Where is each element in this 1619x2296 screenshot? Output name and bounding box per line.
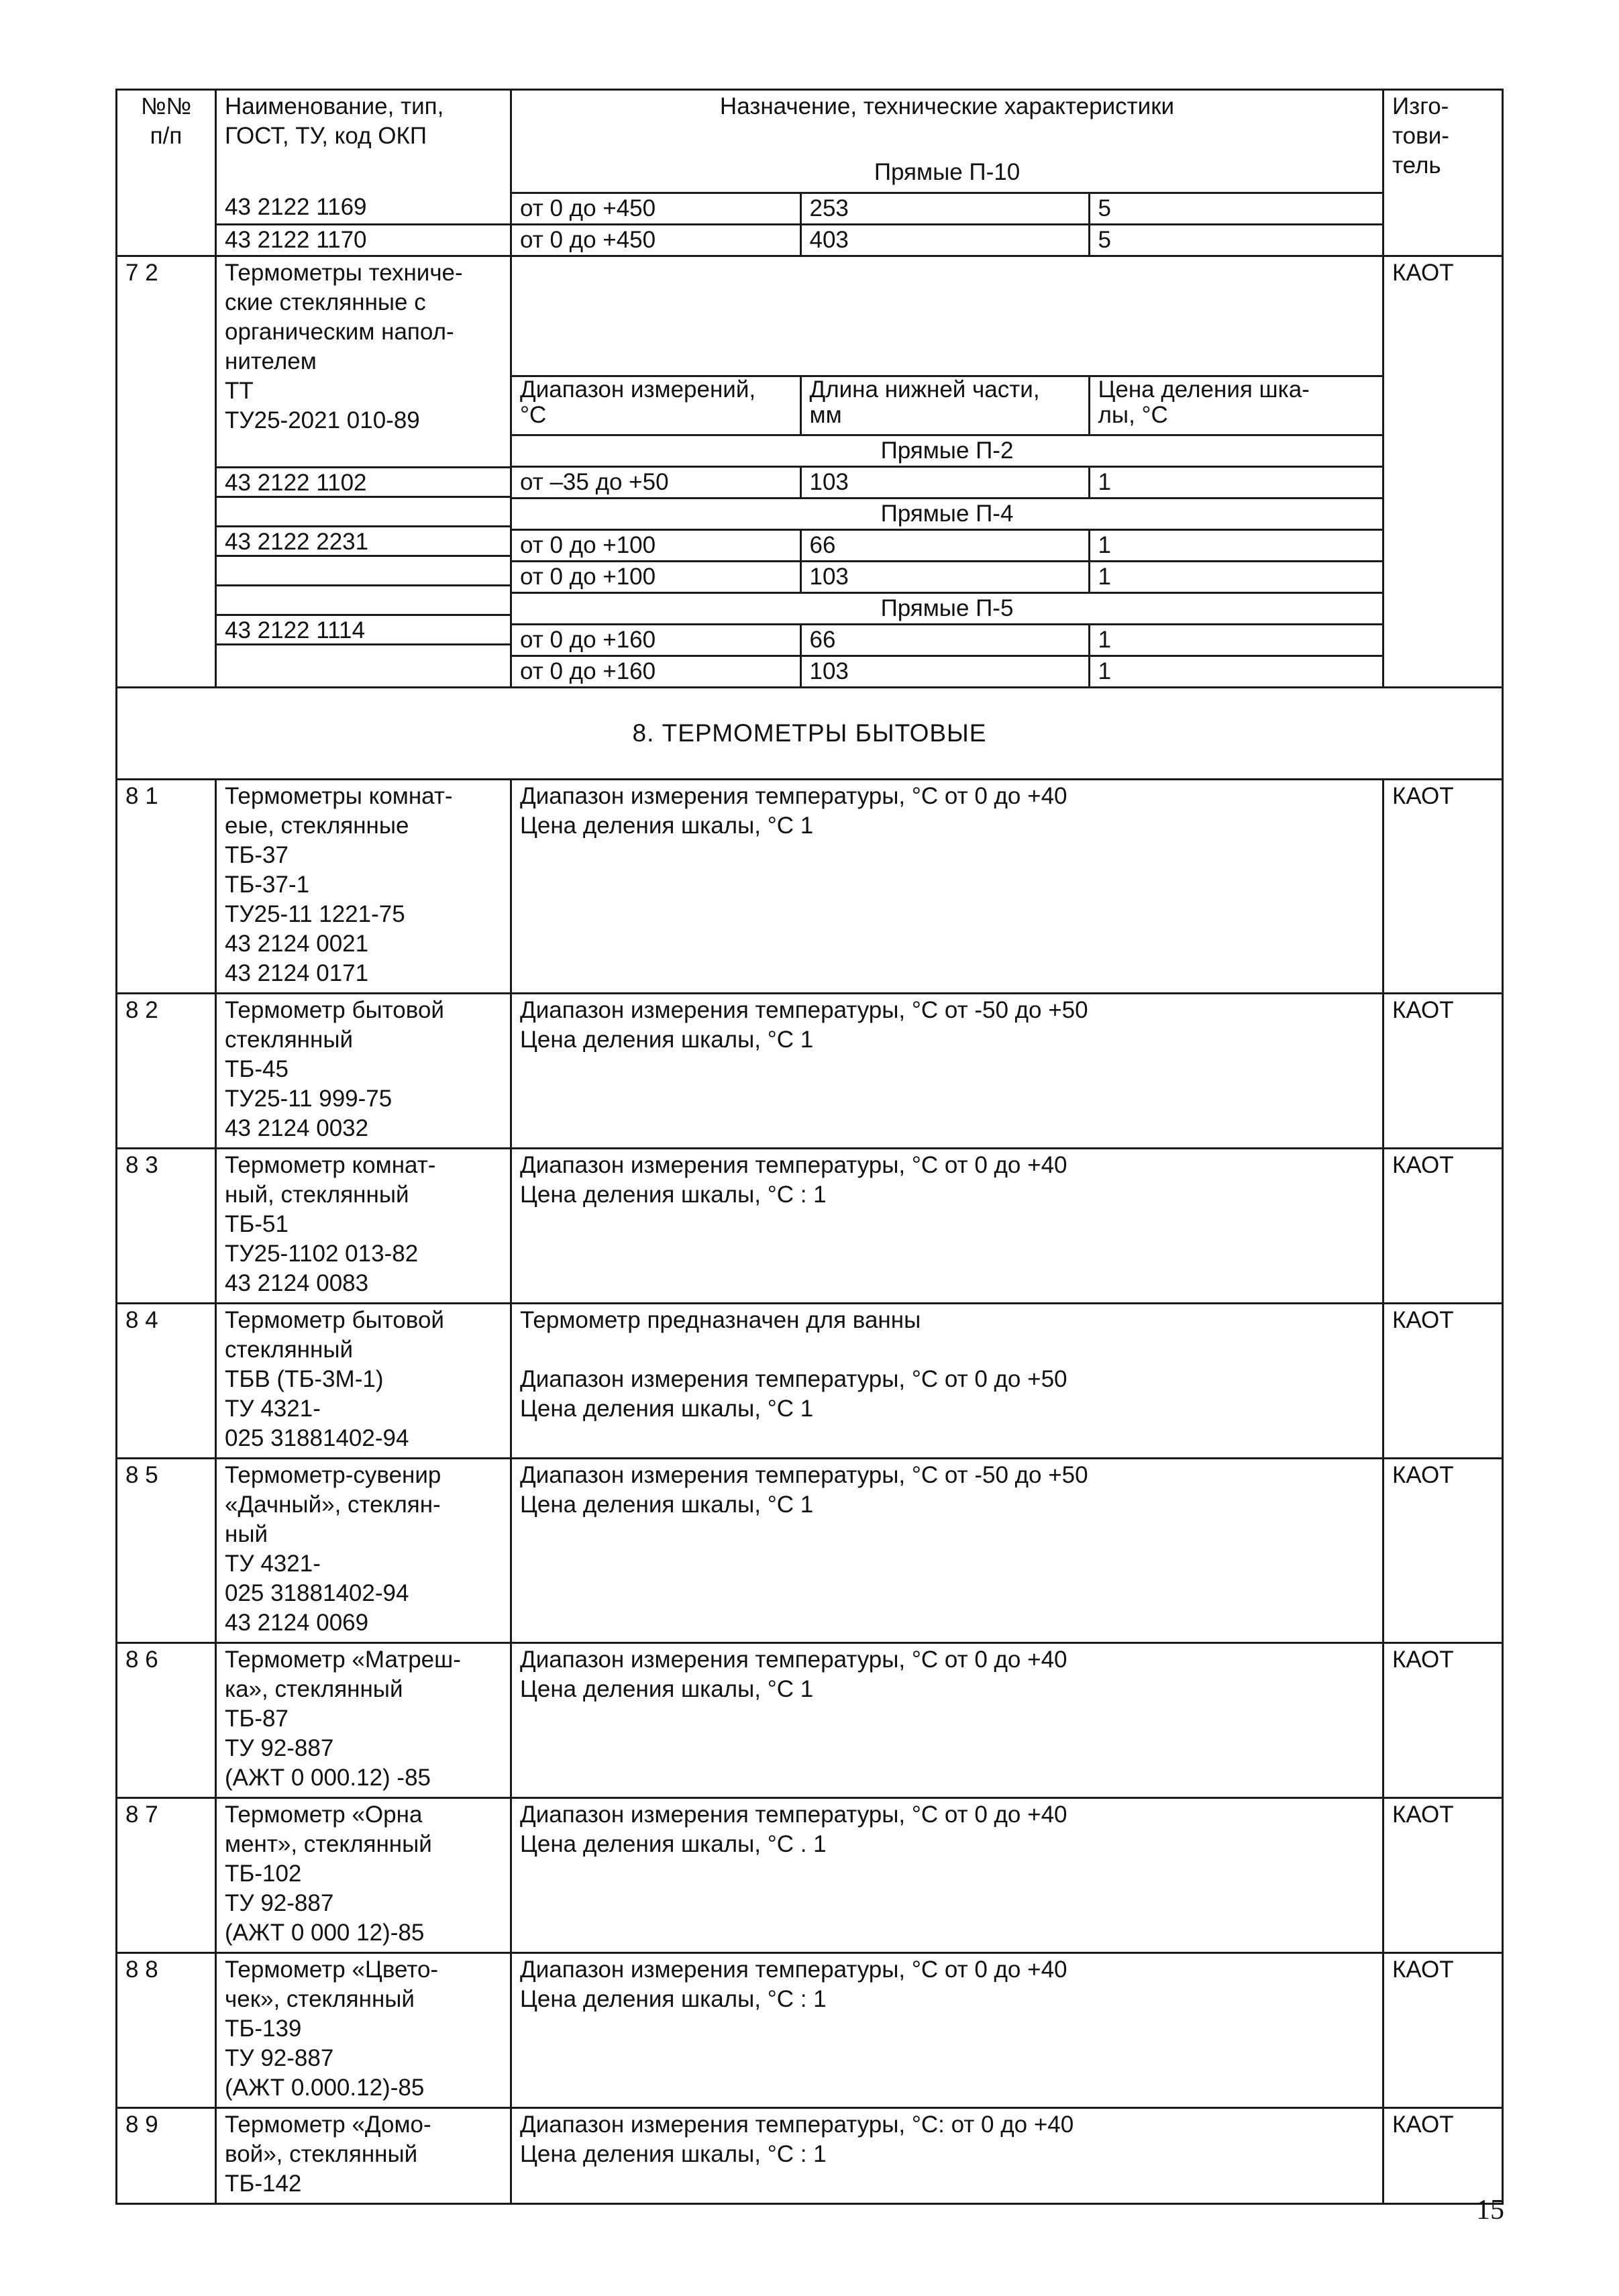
header-num: №№ п/п — [117, 90, 216, 256]
item-maker: КАОТ — [1383, 780, 1503, 994]
range-cell: от 0 до +160 — [512, 656, 800, 686]
item-num: 8 8 — [117, 1952, 216, 2107]
top-code-1: 43 2122 1169 — [216, 193, 511, 224]
item-num: 8 3 — [117, 1148, 216, 1303]
item-7-2 — [117, 256, 1503, 687]
item-name: Термометры техниче- ские стеклянные с органическим напол- нителем ТТ ТУ25-2021 010-89 — [225, 259, 463, 433]
item-maker: КАОТ — [1383, 1458, 1503, 1642]
item-maker: КАОТ — [1383, 2107, 1503, 2203]
length-cell: 66 — [800, 624, 1089, 656]
item-row — [117, 1303, 1503, 1458]
item-name: Термометр «Цвето- чек», стеклянный ТБ-139 ТУ 92-887 (АЖТ 0.000.12)-85 — [216, 1952, 511, 2107]
item-row — [117, 993, 1503, 1148]
range-cell: от 0 до +160 — [512, 624, 800, 656]
item-num: 8 1 — [117, 780, 216, 994]
top-code-2: 43 2122 1170 — [216, 224, 511, 256]
spec-table — [115, 89, 1504, 780]
item-num: 8 2 — [117, 993, 216, 1148]
item-maker: КАОТ — [1383, 993, 1503, 1148]
length-cell: 403 — [800, 225, 1089, 255]
col-length-header: Длина нижней части, мм — [800, 376, 1089, 435]
length-cell: 103 — [800, 466, 1089, 498]
item-description: Диапазон измерения температуры, °С от -50 до +50 Цена деления шкалы, °С 1 — [511, 993, 1383, 1148]
top-values-2 — [511, 224, 1383, 256]
scale-cell: 1 — [1089, 466, 1382, 498]
item-name: Термометр бытовой стеклянный ТБ-45 ТУ25-11 999-75 43 2124 0032 — [216, 993, 511, 1148]
item-num: 8 6 — [117, 1642, 216, 1797]
spec-table-page — [115, 89, 1502, 2205]
header-purpose: Назначение, технические характеристики — [719, 93, 1175, 119]
item-num: 8 4 — [117, 1303, 216, 1458]
scale-cell: 5 — [1089, 225, 1382, 255]
item-row — [117, 780, 1503, 994]
item-num: 7 2 — [117, 256, 216, 687]
item-row — [117, 1797, 1503, 1952]
range-cell: от 0 до +450 — [512, 194, 800, 223]
item-maker: КАОТ — [1383, 1642, 1503, 1797]
item-row — [117, 1458, 1503, 1642]
scale-cell: 1 — [1089, 656, 1382, 686]
code-row: 43 2122 1114 — [217, 614, 510, 643]
header-row — [117, 90, 1503, 193]
item-description: Диапазон измерения температуры, °С от 0 до +40 Цена деления шкалы, °С 1 — [511, 780, 1383, 994]
scale-cell: 1 — [1089, 561, 1382, 592]
item-description: Диапазон измерения температуры, °С от 0 до +40 Цена деления шкалы, °С : 1 — [511, 1148, 1383, 1303]
household-items-table — [115, 780, 1504, 2205]
item-name: Термометр комнат- ный, стеклянный ТБ-51 ТУ25-1102 013-82 43 2124 0083 — [216, 1148, 511, 1303]
item-row — [117, 1642, 1503, 1797]
item-description: Диапазон измерения температуры, °С от -50 до +50 Цена деления шкалы, °С 1 — [511, 1458, 1383, 1642]
group-title: Прямые П-5 — [512, 592, 1382, 624]
item-name: Термометр «Орна мент», стеклянный ТБ-102 ТУ 92-887 (АЖТ 0 000 12)-85 — [216, 1797, 511, 1952]
code-row: 43 2122 2231 — [217, 525, 510, 555]
section-row — [117, 687, 1503, 779]
item-num: 8 9 — [117, 2107, 216, 2203]
length-cell: 103 — [800, 656, 1089, 686]
item-7-2-names — [216, 256, 511, 687]
col-range-header: Диапазон измерений, °С — [512, 376, 800, 435]
code-row: 43 2122 1102 — [217, 466, 510, 496]
blank-row — [217, 555, 510, 584]
item-name: Термометр «Матреш- ка», стеклянный ТБ-87 ТУ 92-887 (АЖТ 0 000.12) -85 — [216, 1642, 511, 1797]
blank-row — [217, 496, 510, 525]
item-maker: КАОТ — [1383, 256, 1503, 687]
range-cell: от 0 до +100 — [512, 529, 800, 561]
item-maker: КАОТ — [1383, 1148, 1503, 1303]
item-description: Термометр предназначен для ванны Диапазон измерения температуры, °С от 0 до +50 Цена деления шкалы, °С 1 — [511, 1303, 1383, 1458]
group-title: Прямые П-2 — [512, 435, 1382, 466]
length-cell: 66 — [800, 529, 1089, 561]
header-maker: Изго- тови- тель — [1383, 90, 1503, 256]
item-maker: КАОТ — [1383, 1797, 1503, 1952]
item-row — [117, 2107, 1503, 2203]
top-row-2 — [117, 224, 1503, 256]
length-cell: 253 — [800, 194, 1089, 223]
item-row — [117, 1148, 1503, 1303]
subheading-p10: Прямые П-10 — [874, 159, 1021, 185]
range-cell: от 0 до +100 — [512, 561, 800, 592]
item-name: Термометры комнат- еые, стеклянные ТБ-37 ТБ-37-1 ТУ25-11 1221-75 43 2124 0021 43 2124 0171 — [216, 780, 511, 994]
scale-cell: 1 — [1089, 529, 1382, 561]
scale-cell: 5 — [1089, 194, 1382, 223]
top-row-1 — [117, 193, 1503, 224]
header-name: Наименование, тип, ГОСТ, ТУ, код ОКП — [216, 90, 511, 193]
item-description: Диапазон измерения температуры, °С: от 0 до +40 Цена деления шкалы, °С : 1 — [511, 2107, 1383, 2203]
item-row — [117, 1952, 1503, 2107]
item-name: Термометр бытовой стеклянный ТБВ (ТБ-3М-1) ТУ 4321- 025 31881402-94 — [216, 1303, 511, 1458]
item-description: Диапазон измерения температуры, °С от 0 до +40 Цена деления шкалы, °С . 1 — [511, 1797, 1383, 1952]
length-cell: 103 — [800, 561, 1089, 592]
item-num: 8 7 — [117, 1797, 216, 1952]
item-7-2-specs — [511, 256, 1383, 687]
range-cell: от 0 до +450 — [512, 225, 800, 255]
item-maker: КАОТ — [1383, 1303, 1503, 1458]
blank-row — [217, 643, 510, 674]
item-description: Диапазон измерения температуры, °С от 0 до +40 Цена деления шкалы, °С : 1 — [511, 1952, 1383, 2107]
item-num: 8 5 — [117, 1458, 216, 1642]
blank-row — [217, 584, 510, 614]
item-description: Диапазон измерения температуры, °С от 0 до +40 Цена деления шкалы, °С 1 — [511, 1642, 1383, 1797]
range-cell: от –35 до +50 — [512, 466, 800, 498]
top-values-1 — [511, 193, 1383, 224]
group-title: Прямые П-4 — [512, 498, 1382, 529]
page-number: 15 — [1476, 2195, 1504, 2226]
header-purpose-cell — [511, 90, 1383, 193]
scale-cell: 1 — [1089, 624, 1382, 656]
section-title: 8. ТЕРМОМЕТРЫ БЫТОВЫЕ — [117, 687, 1503, 779]
item-maker: КАОТ — [1383, 1952, 1503, 2107]
item-name: Термометр-сувенир «Дачный», стеклян- ный ТУ 4321- 025 31881402-94 43 2124 0069 — [216, 1458, 511, 1642]
item-name: Термометр «Домо- вой», стеклянный ТБ-142 — [216, 2107, 511, 2203]
col-scale-header: Цена деления шка- лы, °С — [1089, 376, 1382, 435]
